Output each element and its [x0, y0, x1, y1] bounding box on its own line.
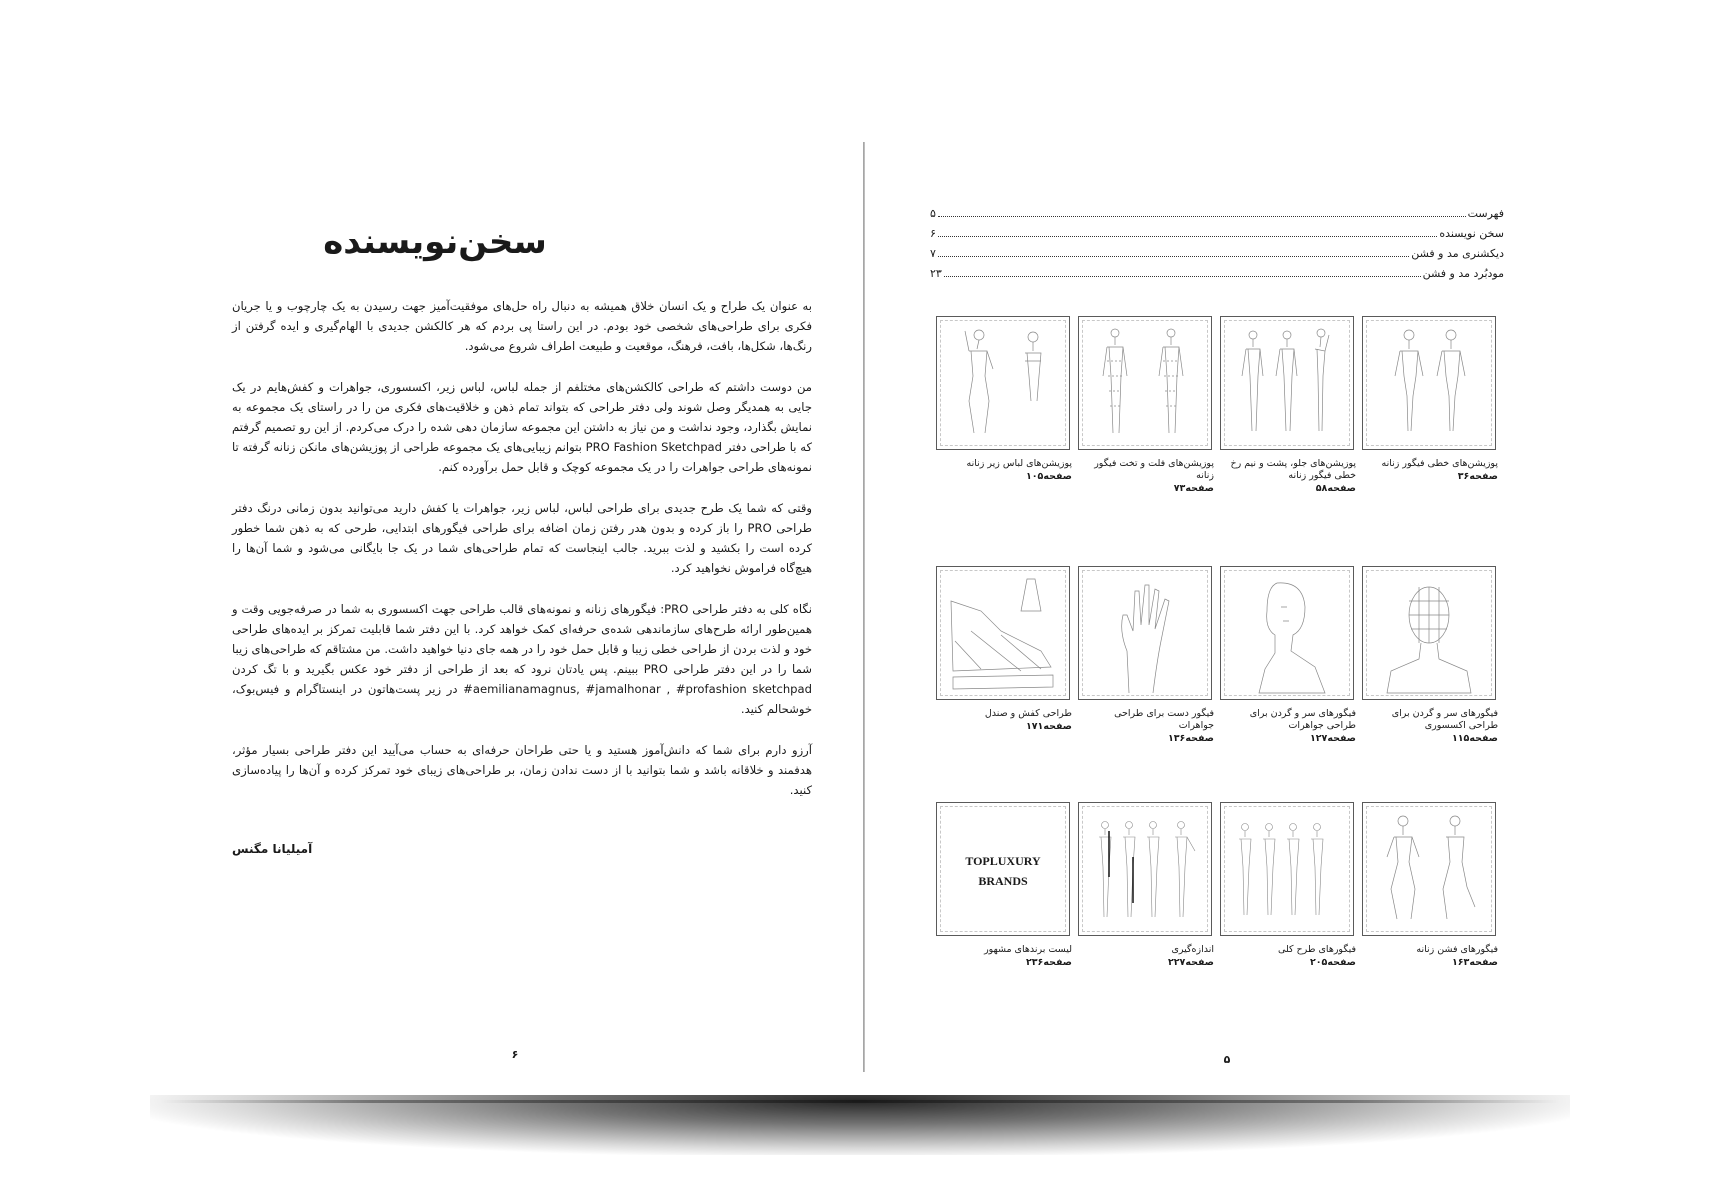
- section-title: اندازه‌گیری: [1171, 944, 1214, 955]
- section-caption: [1218, 708, 1356, 745]
- brand-line: TOPLUXURY: [965, 854, 1041, 868]
- section-title: پوزیشن‌های خطی فیگور زنانه: [1381, 458, 1498, 469]
- outline-figures-icon: [1225, 807, 1349, 931]
- brand-line: BRANDS: [978, 874, 1028, 888]
- paragraph: آرزو دارم برای شما که دانش‌آموز هستید و یا حتی طراحان حرفه‌ای به حساب می‌آیید این دفتر طراحی بسیار مؤثر، هدفمند و خلاقانه باشد و شما بتوانید با از دست ندادن زمان، بر طراحی‌های زیبای خود تمرکز کرده و آن‌ها را پیاده‌سازی کنید.: [232, 743, 812, 797]
- head-profile-icon: [1225, 571, 1349, 695]
- section-caption: [1076, 708, 1214, 745]
- book-shadow: [150, 1095, 1570, 1155]
- section-thumbnail[interactable]: [1220, 802, 1354, 936]
- section-thumbnail[interactable]: [936, 566, 1070, 700]
- toc-page-number: ۶: [930, 227, 936, 240]
- paragraph: وقتی که شما یک طرح جدیدی برای طراحی لباس، لباس زیر، جواهرات یا کفش دارید می‌توانید بدون زمانی درنگ دفتر طراحی PRO را باز کرده و بدون هدر رفتن زمان اضافه برای طراحی فیگورهای ابتدایی، طرحی که به ذهن شما خطور کرده است را بکشید و لذت ببرید. جالب اینجاست که تمام طراحی‌های شما در یک جا بایگانی می‌شود و شما آن‌ها را هیچ‌گاه فراموش نخواهید کرد.: [232, 501, 812, 575]
- section-thumbnail[interactable]: [1362, 802, 1496, 936]
- head-neck-grid-icon: [1367, 571, 1491, 695]
- paragraph: من دوست داشتم که طراحی کالکشن‌های مختلفم از جمله لباس، لباس زیر، اکسسوری، جواهرات و کفش‌هایم در یک جایی به همدیگر وصل شوند ولی دفتر طراحی که بتواند تمام ذهن و خلاقیت‌های فکری من را در راستای یک مجموعه به نمایش بگذارد، وجود نداشت و من نیاز به داشتن این مجموعه سازمان دهی شده را درک می‌کردم. از این رو تصمیم گرفتم که با طراحی دفتر PRO Fashion Sketchpad بتوانم زیبایی‌های یک مجموعه طراحی از پوزیشن‌های مانکن زنانه گرفته تا نمونه‌های طراحی جواهرات را در یک مجموعه کوچک و قابل حمل برآورده کنم.: [232, 380, 812, 474]
- shoe-icon: [941, 571, 1065, 695]
- section-title: فیگورهای فشن زنانه: [1416, 944, 1498, 955]
- section-title: فیگورهای سر و گردن برای طراحی اکسسوری: [1391, 708, 1498, 731]
- page-title: سخن‌نویسنده: [323, 222, 547, 262]
- section-page: صفحه۱۶۳: [1451, 957, 1498, 968]
- measurement-figures-icon: [1083, 807, 1207, 931]
- toc-row[interactable]: [930, 227, 1504, 247]
- brands-thumbnail-text: [937, 851, 1069, 891]
- toc-label: دیکشنری مد و فشن: [1411, 247, 1504, 260]
- section-caption: [1076, 944, 1214, 969]
- paragraph: نگاه کلی به دفتر طراحی PRO: فیگورهای زنانه و نمونه‌های قالب طراحی جهت اکسسوری به شما در صرفه‌جویی وقت و همین‌طور ارائه طرح‌های سازماندهی شده‌ی حرفه‌ای کمک خواهد کرد. با این دفتر شما قابلیت تمرکز بر ایده‌های طراحی خود و لذت بردن از طراحی خطی زیبا و قابل حمل خود را در همه جای دنیا خواهید داشت. من مشتاقم که طراحی‌های زیبا شما را در این دفتر طراحی PRO ببینم. پس یادتان نرود که بعد از طراحی از دفتر خود عکس بگیرید و با تگ کردن aemilianamagnus, #jamalhonar , #profashion sketchpad# در زیر پست‌هاتون در اینستاگرام و فیس‌بوک، خوشحالم کنید.: [232, 602, 812, 716]
- toc-label: مودبُرد مد و فشن: [1422, 267, 1504, 280]
- section-caption: [934, 708, 1072, 733]
- toc-row[interactable]: [930, 247, 1504, 267]
- section-title: لیست برندهای مشهور: [984, 944, 1072, 955]
- page-number: ۵: [1223, 1053, 1231, 1066]
- section-page: صفحه۵۸: [1315, 483, 1356, 494]
- front-back-profile-figures-icon: [1225, 321, 1349, 445]
- toc-row[interactable]: [930, 267, 1504, 287]
- section-thumbnail[interactable]: [1362, 316, 1496, 450]
- section-page: صفحه۱۷۱: [1025, 721, 1072, 732]
- section-caption: [1218, 458, 1356, 495]
- section-caption: [934, 458, 1072, 483]
- toc-page-number: ۲۳: [930, 267, 942, 280]
- section-caption: [1360, 458, 1498, 483]
- section-title: فیگورهای سر و گردن برای طراحی جواهرات: [1249, 708, 1356, 731]
- toc-leader: [938, 255, 1409, 257]
- toc-row[interactable]: [930, 207, 1504, 227]
- section-caption: [934, 944, 1072, 969]
- author-note-page: [180, 0, 860, 1080]
- section-thumbnail[interactable]: [1220, 316, 1354, 450]
- section-page: صفحه۱۰۵: [1025, 471, 1072, 482]
- linear-figure-poses-icon: [1367, 321, 1491, 445]
- author-signature: آمیلیانا مگنس: [232, 842, 313, 856]
- section-page: صفحه۲۲۷: [1167, 957, 1214, 968]
- section-title: طراحی کفش و صندل: [984, 708, 1072, 719]
- section-thumbnail[interactable]: [1078, 566, 1212, 700]
- toc-label: سخن نویسنده: [1439, 227, 1504, 240]
- section-caption: [1218, 944, 1356, 969]
- flat-figures-icon: [1083, 321, 1207, 445]
- toc-leader: [938, 215, 1466, 217]
- toc-page-number: ۷: [930, 247, 936, 260]
- contents-page: [868, 0, 1548, 1080]
- toc-leader: [944, 275, 1421, 277]
- section-page: صفحه۱۲۷: [1309, 733, 1356, 744]
- section-thumbnail[interactable]: [1220, 566, 1354, 700]
- section-title: پوزیشن‌های جلو، پشت و نیم رخ خطی فیگور زنانه: [1230, 458, 1356, 481]
- section-title: فیگورهای طرح کلی: [1277, 944, 1356, 955]
- book-gutter: [863, 142, 865, 1072]
- section-caption: [1360, 708, 1498, 745]
- paragraph: به عنوان یک طراح و یک انسان خلاق همیشه به دنبال راه حل‌های موفقیت‌آمیز جهت رسیدن به یک چارچوب و یا جریان فکری برای طراحی‌های شخصی خود بودم. در این راستا پی بردم که هر کالکشن جدیدی با الهام‌گیری و ایده گرفتن از رنگ‌ها، شکل‌ها، بافت، فرهنگ، موقعیت و طبیعت اطراف شروع می‌شود.: [232, 299, 812, 353]
- author-note-body: [232, 296, 812, 821]
- section-page: صفحه۲۰۵: [1309, 957, 1356, 968]
- lingerie-poses-icon: [941, 321, 1065, 445]
- section-page: صفحه۲۳۶: [1025, 957, 1072, 968]
- fashion-figures-icon: [1367, 807, 1491, 931]
- section-title: فیگور دست برای طراحی جواهرات: [1114, 708, 1214, 731]
- section-page: صفحه۱۳۶: [1167, 733, 1214, 744]
- section-thumbnail[interactable]: [1078, 316, 1212, 450]
- hand-icon: [1083, 571, 1207, 695]
- page-number: ۶: [511, 1048, 519, 1061]
- table-of-contents: [930, 207, 1504, 287]
- section-caption: [1076, 458, 1214, 495]
- section-thumbnail[interactable]: [1362, 566, 1496, 700]
- section-page: صفحه۷۳: [1173, 483, 1214, 494]
- section-title: پوزیشن‌های لباس زیر زنانه: [966, 458, 1072, 469]
- section-thumbnail[interactable]: [1078, 802, 1212, 936]
- section-page: صفحه۱۱۵: [1451, 733, 1498, 744]
- section-title: پوزیشن‌های فلت و تخت فیگور زنانه: [1094, 458, 1214, 481]
- section-thumbnail[interactable]: [936, 802, 1070, 936]
- toc-leader: [938, 235, 1437, 237]
- book-edge: [160, 1100, 1560, 1103]
- toc-page-number: ۵: [930, 207, 936, 220]
- section-page: صفحه۳۶: [1457, 471, 1498, 482]
- toc-label: فهرست: [1467, 207, 1504, 220]
- section-thumbnail[interactable]: [936, 316, 1070, 450]
- section-caption: [1360, 944, 1498, 969]
